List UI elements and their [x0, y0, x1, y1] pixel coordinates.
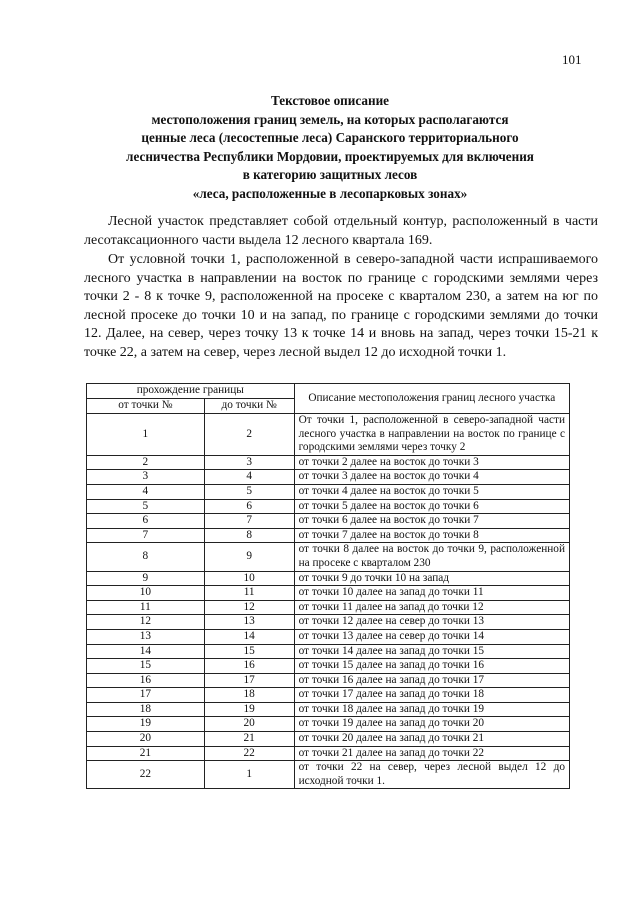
to-point-cell: 1: [204, 761, 294, 789]
from-point-cell: 1: [87, 414, 205, 456]
to-point-cell: 9: [204, 543, 294, 571]
table-row: [87, 615, 570, 630]
title-line: ценные леса (лесостепные леса) Саранского территориального: [141, 130, 519, 145]
to-point-cell: 5: [204, 484, 294, 499]
to-point-cell: 17: [204, 673, 294, 688]
to-point-cell: 12: [204, 600, 294, 615]
description-cell: от точки 5 далее на восток до точки 6: [294, 499, 569, 514]
table-row: [87, 586, 570, 601]
description-cell: от точки 6 далее на восток до точки 7: [294, 514, 569, 529]
from-point-cell: 6: [87, 514, 205, 529]
to-point-cell: 7: [204, 514, 294, 529]
table-row: [87, 414, 570, 456]
description-cell: от точки 17 далее на запад до точки 18: [294, 688, 569, 703]
to-point-cell: 11: [204, 586, 294, 601]
from-point-cell: 20: [87, 732, 205, 747]
table-row: [87, 528, 570, 543]
table-row: [87, 543, 570, 571]
from-point-cell: 22: [87, 761, 205, 789]
description-cell: от точки 14 далее на запад до точки 15: [294, 644, 569, 659]
title-line: лесничества Республики Мордовии, проектируемых для включения: [126, 148, 534, 164]
description-cell: от точки 21 далее на запад до точки 22: [294, 746, 569, 761]
table-row: [87, 629, 570, 644]
route-paragraph: [84, 251, 598, 363]
from-point-cell: 9: [87, 571, 205, 586]
description-cell: от точки 15 далее на запад до точки 16: [294, 659, 569, 674]
table-row: [87, 484, 570, 499]
from-point-cell: 15: [87, 659, 205, 674]
from-point-cell: 21: [87, 746, 205, 761]
description-cell: от точки 18 далее на запад до точки 19: [294, 702, 569, 717]
from-point-cell: 5: [87, 499, 205, 514]
description-cell: от точки 22 на север, через лесной выдел 12 до исходной точки 1.: [294, 761, 569, 789]
intro-paragraph: [84, 213, 598, 250]
to-point-cell: 22: [204, 746, 294, 761]
from-point-cell: 19: [87, 717, 205, 732]
table-row: [87, 644, 570, 659]
to-point-cell: 2: [204, 414, 294, 456]
description-cell: От точки 1, расположенной в северо-западной части лесного участка в направлении на восток по границе с городскими землями через точку 2: [294, 414, 569, 456]
title-line: Текстовое описание: [270, 93, 390, 108]
table-body: [87, 414, 570, 789]
from-point-cell: 10: [87, 586, 205, 601]
header-description: Описание местоположения границ лесного участка: [294, 384, 569, 414]
table-row: [87, 673, 570, 688]
from-point-cell: 17: [87, 688, 205, 703]
to-point-cell: 13: [204, 615, 294, 630]
description-cell: от точки 9 до точки 10 на запад: [294, 571, 569, 586]
to-point-cell: 8: [204, 528, 294, 543]
description-cell: от точки 13 далее на север до точки 14: [294, 629, 569, 644]
from-point-cell: 8: [87, 543, 205, 571]
description-cell: от точки 2 далее на восток до точки 3: [294, 455, 569, 470]
from-point-cell: 13: [87, 629, 205, 644]
header-boundary-pass: прохождение границы: [87, 384, 295, 399]
paragraph-text: От условной точки 1, расположенной в северо-западной части испрашиваемого лесного участка в направлении на восток по границе с городскими землями через точки 2 - 8 к точке 9, расположенной на просеке с кварталом 230, а затем на юг по лесной просеке до точки 10 и на запад, по границе с городскими землями до точки 12. Далее, на север, через точку 13 к точке 14 и вновь на запад, через точки 15-21 к точке 22, а затем на север, через лесной выдел 12 до исходной точки 1.: [84, 252, 598, 360]
to-point-cell: 21: [204, 732, 294, 747]
table-row: [87, 746, 570, 761]
from-point-cell: 11: [87, 600, 205, 615]
page-number: 101: [562, 52, 582, 67]
to-point-cell: 19: [204, 702, 294, 717]
boundary-table: [86, 383, 570, 789]
header-to-point: до точки №: [204, 399, 294, 414]
description-cell: от точки 19 далее на запад до точки 20: [294, 717, 569, 732]
to-point-cell: 4: [204, 470, 294, 485]
to-point-cell: 6: [204, 499, 294, 514]
to-point-cell: 3: [204, 455, 294, 470]
to-point-cell: 10: [204, 571, 294, 586]
description-cell: от точки 20 далее на запад до точки 21: [294, 732, 569, 747]
to-point-cell: 14: [204, 629, 294, 644]
from-point-cell: 2: [87, 455, 205, 470]
description-cell: от точки 3 далее на восток до точки 4: [294, 470, 569, 485]
from-point-cell: 16: [87, 673, 205, 688]
table-row: [87, 688, 570, 703]
description-cell: от точки 12 далее на север до точки 13: [294, 615, 569, 630]
table-row: [87, 732, 570, 747]
description-cell: от точки 4 далее на восток до точки 5: [294, 484, 569, 499]
description-cell: от точки 10 далее на запад до точки 11: [294, 586, 569, 601]
table-row: [87, 499, 570, 514]
to-point-cell: 18: [204, 688, 294, 703]
table-row: [87, 659, 570, 674]
title-line: в категорию защитных лесов: [242, 167, 418, 182]
table-row: [87, 761, 570, 789]
from-point-cell: 12: [87, 615, 205, 630]
title-line: местоположения границ земель, на которых располагаются: [151, 111, 509, 127]
from-point-cell: 18: [87, 702, 205, 717]
paragraph-text: Лесной участок представляет собой отдельный контур, расположенный в части лесотаксационного части выдела 12 лесного квартала 169.: [84, 214, 598, 248]
table-row: [87, 600, 570, 615]
table-row: [87, 717, 570, 732]
table-row: [87, 514, 570, 529]
document-title: [0, 92, 640, 203]
to-point-cell: 16: [204, 659, 294, 674]
title-line: «леса, расположенные в лесопарковых зонах»: [192, 185, 468, 201]
table-row: [87, 702, 570, 717]
from-point-cell: 4: [87, 484, 205, 499]
from-point-cell: 3: [87, 470, 205, 485]
to-point-cell: 20: [204, 717, 294, 732]
description-cell: от точки 8 далее на восток до точки 9, расположенной на просеке с кварталом 230: [294, 543, 569, 571]
table-row: [87, 571, 570, 586]
table-row: [87, 470, 570, 485]
header-from-point: от точки №: [87, 399, 205, 414]
description-cell: от точки 16 далее на запад до точки 17: [294, 673, 569, 688]
description-cell: от точки 7 далее на восток до точки 8: [294, 528, 569, 543]
table-row: [87, 455, 570, 470]
to-point-cell: 15: [204, 644, 294, 659]
from-point-cell: 7: [87, 528, 205, 543]
description-cell: от точки 11 далее на запад до точки 12: [294, 600, 569, 615]
from-point-cell: 14: [87, 644, 205, 659]
